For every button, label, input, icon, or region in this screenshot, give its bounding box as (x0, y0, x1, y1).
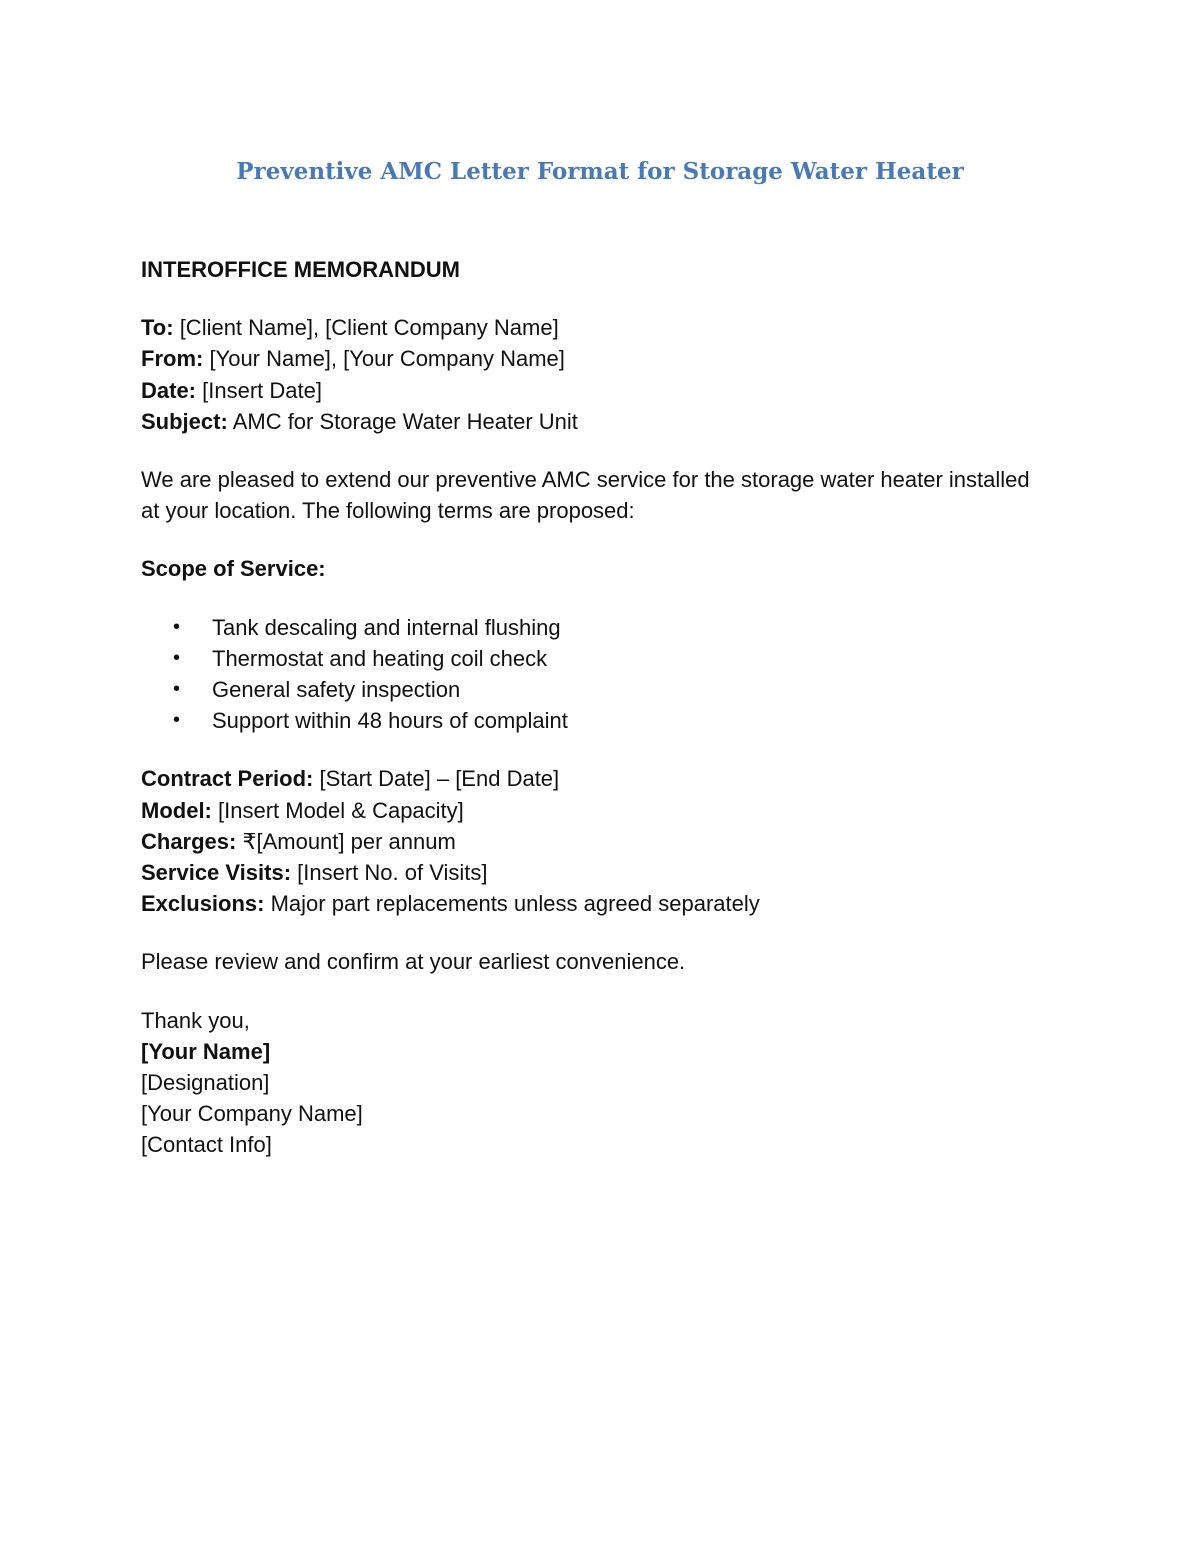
service-visits-label: Service Visits: (141, 860, 292, 886)
signer-designation: [Designation] (141, 1070, 270, 1096)
scope-list (141, 612, 1041, 737)
memo-heading: INTEROFFICE MEMORANDUM (141, 257, 460, 282)
contract-terms (141, 763, 1041, 919)
scope-item-text: Tank descaling and internal flushing (212, 614, 561, 640)
list-item (141, 612, 1041, 643)
from-field (141, 343, 1041, 374)
signer-company: [Your Company Name] (141, 1101, 363, 1127)
date-field (141, 375, 1041, 406)
exclusions-field (141, 888, 1041, 919)
date-value: [Insert Date] (196, 377, 322, 403)
signer-contact: [Contact Info] (141, 1132, 272, 1158)
to-label: To: (141, 315, 174, 341)
model-label: Model: (141, 797, 212, 823)
contract-period-field (141, 763, 1041, 794)
scope-heading: Scope of Service: (141, 556, 326, 582)
subject-label: Subject: (141, 408, 228, 434)
scope-item-text: General safety inspection (212, 677, 461, 703)
document-title: Preventive AMC Letter Format for Storage Water Heater (236, 158, 964, 185)
scope-item-text: Thermostat and heating coil check (212, 645, 548, 671)
exclusions-label: Exclusions: (141, 891, 265, 917)
bullet-icon: • (173, 709, 181, 732)
from-value: [Your Name], [Your Company Name] (203, 346, 565, 372)
date-label: Date: (141, 377, 197, 403)
exclusions-value: Major part replacements unless agreed separately (264, 891, 760, 917)
bullet-icon: • (173, 646, 181, 669)
memo-header-fields (141, 312, 1041, 437)
signer-name: [Your Name] (141, 1038, 271, 1064)
service-visits-field (141, 857, 1041, 888)
from-label: From: (141, 346, 204, 372)
bullet-icon: • (173, 615, 181, 638)
to-field (141, 312, 1041, 343)
charges-field (141, 826, 1041, 857)
sign-off: Thank you, (141, 1007, 250, 1033)
charges-label: Charges: (141, 828, 237, 854)
signature-block (141, 1005, 1041, 1161)
model-value: [Insert Model & Capacity] (211, 797, 464, 823)
subject-value: AMC for Storage Water Heater Unit (227, 408, 578, 434)
subject-field (141, 406, 1041, 437)
charges-value: ₹[Amount] per annum (236, 828, 456, 854)
to-value: [Client Name], [Client Company Name] (173, 315, 559, 341)
scope-item-text: Support within 48 hours of complaint (212, 708, 568, 734)
bullet-icon: • (173, 678, 181, 701)
contract-period-label: Contract Period: (141, 766, 314, 792)
service-visits-value: [Insert No. of Visits] (291, 860, 488, 886)
list-item (141, 705, 1041, 736)
contract-period-value: [Start Date] – [End Date] (313, 766, 560, 792)
model-field (141, 795, 1041, 826)
list-item (141, 674, 1041, 705)
closing-paragraph: Please review and confirm at your earliest convenience. (141, 949, 686, 975)
intro-paragraph: We are pleased to extend our preventive AMC service for the storage water heater installed at your location. The following terms are proposed: (141, 467, 1030, 524)
list-item (141, 643, 1041, 674)
memo-body (141, 254, 1041, 1161)
